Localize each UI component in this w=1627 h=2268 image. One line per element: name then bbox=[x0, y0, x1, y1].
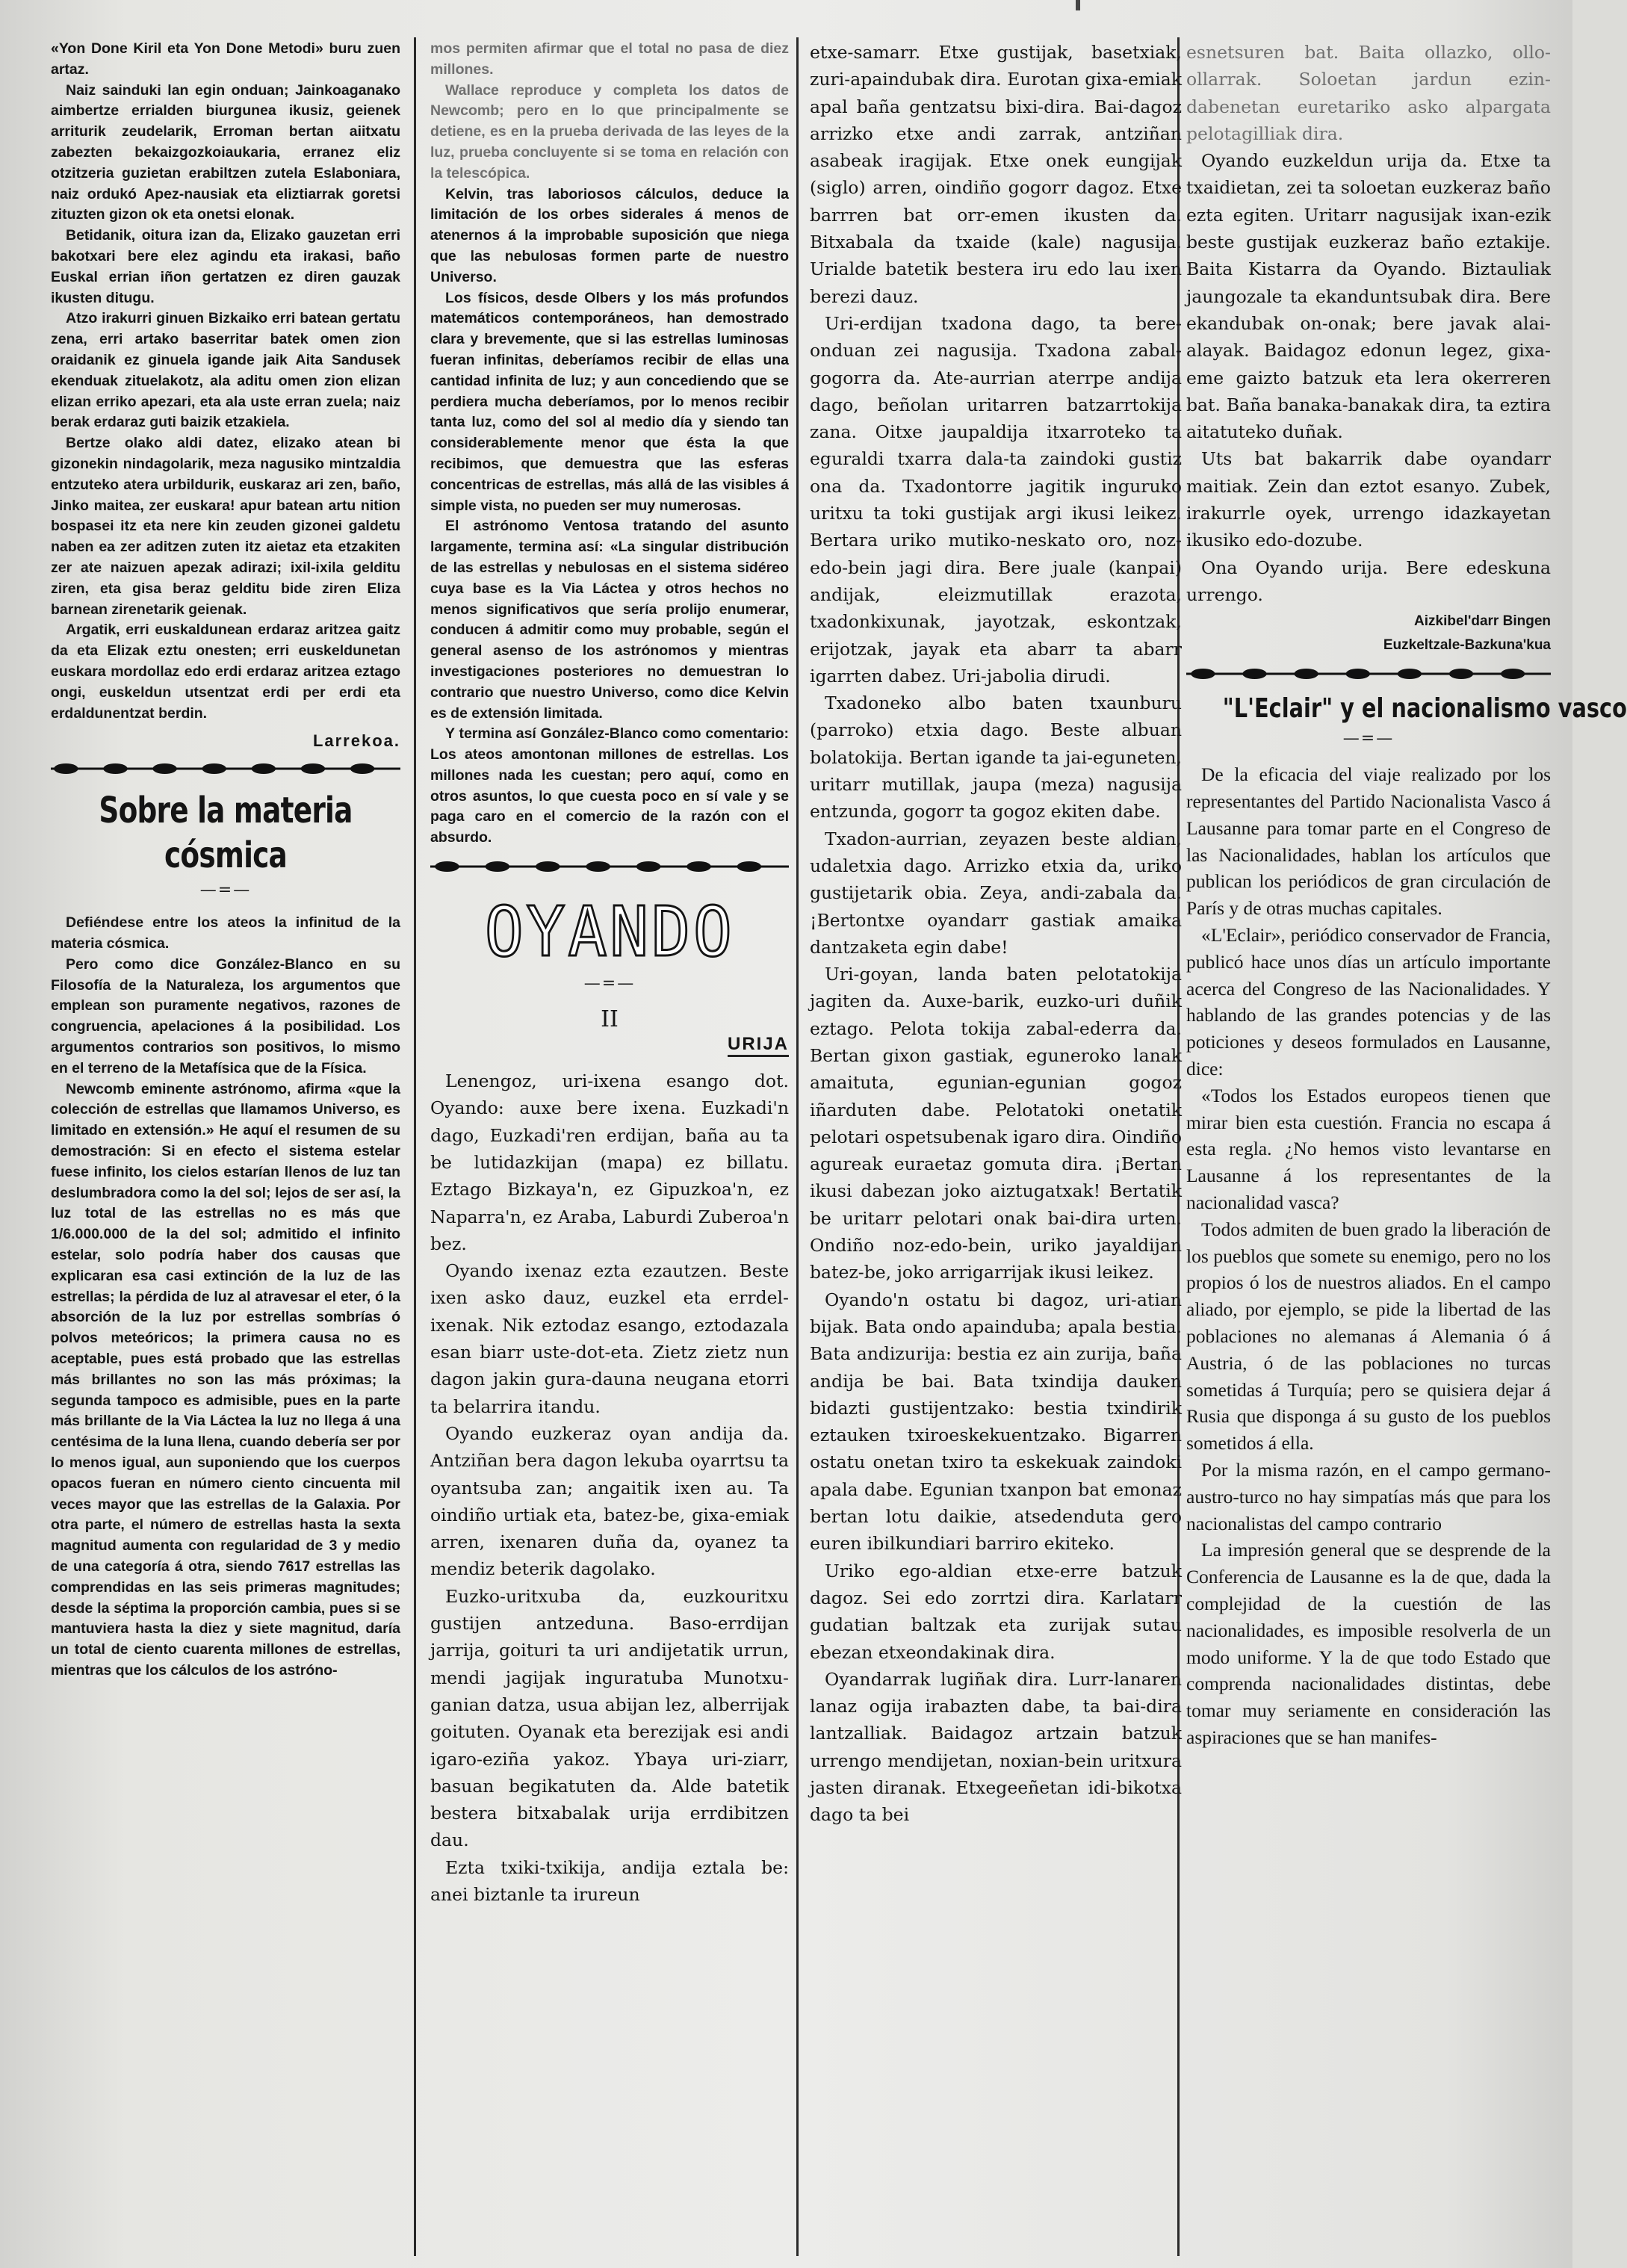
spanish-article-body bbox=[51, 913, 400, 1681]
article-signature: Larrekoa. bbox=[312, 731, 400, 751]
oyando-title bbox=[430, 892, 789, 973]
paragraph: Oyando euzkeraz oyan andija da. Antziñan bera dagon lekuba oyarrtsu ta oyantsuba zan; angaitik ixen au. Ta oindiño urtiak eta, batez-be, gixa-emiak arren, ixenaren duña da, oyanez ta mendiz beterik dagolako. bbox=[430, 1422, 789, 1580]
paragraph: Betidanik, oitura izan da, Elizako gauzetan erri bakotxari bere elez agindu eta irakasi, baño Euskal errian iñon gertatzen ez diren gauzak ikusten ditugu. bbox=[51, 227, 400, 306]
eclair-article-body bbox=[1186, 761, 1551, 1750]
paragraph: Todos admiten de buen grado la liberación de los pueblos que somete su enemigo, pero no los propios ó los de nuestros aliados. En el campo aliado, por ejemplo, se pide la libertad de las poblaciones no alemanas á Alemania ó á Austria, ó de las poblaciones no turcas sometidas á Turquía; pero se quisiera dejar á Rusia que disponga á su gusto de los pueblos sometidos á ella. bbox=[1186, 1218, 1551, 1454]
paragraph: Y termina así González-Blanco como comentario: Los ateos amontonan millones de estrellas. Los millones nada les cuestan; pero aquí, como en otros asuntos, lo que cuesta poco en sí vale y se paga caro en el comercio de la razón con el absurdo. bbox=[430, 725, 789, 846]
paragraph: Pero como dice González-Blanco en su Filosofía de la Naturaleza, los argumentos que emplean son puramente negativos, razones de congruencia, apelaciones á la posibilidad. Los argumentos contrarios son positivos, lo mismo en el terreno de la Metafísica que de la Física. bbox=[51, 955, 400, 1076]
column-1 bbox=[46, 39, 405, 2250]
ornamental-divider bbox=[51, 760, 400, 778]
column-4 bbox=[1182, 39, 1627, 2250]
paragraph: Los físicos, desde Olbers y los más profundos matemáticos contemporáneos, han demostrado clara y brevemente, que si las estrellas luminosas fueran infinitas, deberíamos recibir de ellas una cantidad infinita de luz; y aun concediendo que se perdiera mucha deberíamos, por lo menos recibir tanta luz, como del sol al medio día y siendo tan considerablemente menor que ésta la que recibimos, que demuestra que las esferas concentricas de estrellas, más allá de las visibles á simple vista, no pueden ser muy numerosas. bbox=[430, 289, 789, 514]
paragraph: Ona Oyando urija. Bere edeskuna urrengo. bbox=[1186, 557, 1551, 605]
paragraph: Naiz sainduki lan egin onduan; Jainkoaganako aimbertze errialden biurgunea ikusiz, geienek arriturik zeudelarik, Erroman bertan aiitxatu zabezten bekaizgozkoiaukaria, erranez eliz otzitzeria guzietan erabiltzen zutela Eslaboniara, naiz ordukó Apez-nausiak eta eliztiarrak goretsi zituzten gizon ok eta onetsi elonak. bbox=[51, 81, 400, 223]
article-signature-affiliation: Euzkeltzale-Bazkuna'kua bbox=[1383, 637, 1551, 654]
title-separator: —=— bbox=[583, 974, 636, 994]
paragraph: esnetsuren bat. Baita ollazko, ollo-ollarrak. Soloetan jardun ezin-dabenetan euretariko asko alpargata pelotagilliak dira. bbox=[1186, 42, 1551, 144]
paragraph: Ezta txiki-txikija, andija eztala be: anei biztanle ta irureun bbox=[430, 1856, 789, 1905]
paragraph: Defiéndese entre los ateos la infinitud de la materia cósmica. bbox=[51, 914, 400, 952]
paragraph: «Todos los Estados europeos tienen que mirar bien esta cuestión. Francia no escapa á esta regla. ¿No hemos visto levantarse en Lausanne á los representantes de la nacionalidad vasca? bbox=[1186, 1084, 1551, 1213]
column-rule bbox=[796, 37, 799, 2256]
oyando-title-text: OYANDO bbox=[484, 892, 735, 973]
paragraph: Euzko-uritxuba da, euzkouritxu gustijen antzeduna. Baso-errdijan jarrija, goituri ta uri andijetatik urrun, mendi jagijak inguratuba Munotxu-ganian datza, usua abijan lez, alberrijak goituten. Oyanak eta berezijak esi andi igaro-eziña yakoz. Ybaya uri-ziarr, basuan begikatuten da. Alde batetik bestera bitxabalak urija errdibitzen dau. bbox=[430, 1585, 789, 1851]
paragraph: etxe-samarr. Etxe gustijak, basetxiak, zuri-apaindubak dira. Eurotan gixa-emiak apal baña gentzatsu bixi-dira. Bai-dagoz arrizko etxe andi zarrak, antziñan asabeak iragijak. Etxe onek eungijak (siglo) arren, oindiño gogorr dagoz. Etxe barrren bat orr-emen ikusten da. Bitxabala da txaide (kale) nagusija. Urialde batetik bestera iru edo lau ixen berezi dauz. bbox=[810, 42, 1182, 307]
article-signature: Aizkibel'darr Bingen bbox=[1414, 613, 1551, 630]
paragraph: Lenengoz, uri-ixena esango dot. Oyando: auxe bere ixena. Euzkadi'n dago, Euzkadi'ren erdijan, baña au ta be lutidazkijan (mapa) ez billatu. Eztago Bizkaya'n, ez Gipuzkoa'n, ez Naparra'n, ez Araba, Laburdi Zuberoa'n bez. bbox=[430, 1071, 789, 1254]
title-separator: —=— bbox=[199, 881, 252, 900]
paragraph: Argatik, erri euskaldunean erdaraz aritzea gaitz da eta Elizak eztu onesten; erri euskeldunetan euskara mordollaz edo erdi erdaraz aritzea eztago ongi, euskeldun utsentzat erdi per erdi eta erdaldunentzat berdin. bbox=[51, 622, 400, 722]
paragraph: Txadoneko albo baten txaunburu (parroko) etxia dago. Beste albuan bolatokija. Bertan igande ta jai-eguneten, uritarr mutillak, jaupa (meza) nagusija entzunda, gogorr ta gogoz ekiten dabe. bbox=[810, 693, 1182, 822]
paragraph: Oyando'n ostatu bi dagoz, uri-atian bijak. Bata ondo apainduba; apala bestia. Bata andizurija: bestia ez ain zurija, baña andija be bai. Bata txindija dauken bidazti gustijentzako: bestia txindirik eztauken txiroeskekuentzako. Bigarren ostatu onetan txiro ta eskekuak zaindoki apala dabe. Egunian txanpon bat emonaz bertan lotu daikie, atsedenduta gero euren ibilkundiari barriro ekiteko. bbox=[810, 1289, 1182, 1555]
spanish-article-continued bbox=[430, 39, 789, 849]
paragraph: Oyando ixenaz ezta ezautzen. Beste ixen asko dauz, euzkel eta errdel-ixenak. Nik eztodaz esango, eztodazala esan biarr uste-dot-eta. Zietz zietz nun dagon jakin gura-dauna neugana etorri ta belarrira itandu. bbox=[430, 1260, 789, 1417]
paragraph: Uts bat bakarrik dabe oyandarr maitiak. Zein dan eztot esanyo. Zubek, irakurrle oyek, urrengo idazkayetan ikusiko edo-dozube. bbox=[1186, 448, 1551, 551]
paragraph: La impresión general que se desprende de la Conferencia de Lausanne es la de que, dada la complejidad de la cuestión de las nacionalidades, es imposible resolverla de un modo uniforme. Y la de que todo Estado que comprenda nacionalidades distintas, debe tomar muy seriamente en consideración las aspiraciones que se han manifes- bbox=[1186, 1539, 1551, 1748]
paragraph: El astrónomo Ventosa tratando del asunto largamente, termina así: «La singular distribución de las estrellas y nebulosas en el sistema sidéreo cuya base es la Via Láctea y otros hechos no menos significativos que sería prolijo enumerar, conducen á admitir como muy probable, según el general asenso de los astrónomos y mientras investigaciones posteriores no demuestran lo contrario que nuestro Universo, como dice Kelvin es de extensión limitada. bbox=[430, 518, 789, 722]
oyando-article-body bbox=[430, 1068, 789, 1908]
paragraph: Atzo irakurri ginuen Bizkaiko erri batean gertatu zena, erri artako baserritar batek omen zion oraidanik ez ginuela igande jaik Aita Sandusek ekenduak zituelakotz, ala aditu omen zion elizan elizan erriko apezari, eta ala uste erran zuela; naiz berak erdaraz guti baizik etzakiela. bbox=[51, 310, 400, 431]
paragraph: mos permiten afirmar que el total no pasa de diez millones. bbox=[430, 40, 789, 78]
paragraph: De la eficacia del viaje realizado por los representantes del Partido Nacionalista Vasco á Lausanne para tomar parte en el Congreso de las Nacionalidades, hablan los artículos que publican los periódicos de gran circulación de París y de otras muchas capitales. bbox=[1186, 763, 1551, 920]
paragraph: Por la misma razón, en el campo germano-austro-turco no hay simpatías más que para los nacionalistas del campo contrario bbox=[1186, 1458, 1551, 1534]
part-number: II bbox=[601, 1006, 619, 1033]
oyando-article-end bbox=[1186, 39, 1551, 608]
paragraph: Bertze olako aldi datez, elizako atean bi gizonekin nindagolarik, meza nagusiko mintzaldia entzuteko atera urbildurik, euskaraz ari zen, baño, Jinko maitea, zer euskara! apur batean artu nition bospasei itz eta nere kin zeuden gizonei galdetu naben ea zer aditzen zuten itz aietaz eta etzakiten zer ate naizuen apezak adirazi; ixil-ixila gelditu ziren, eta gisa beraz gelditu bide ziren Eliza barnean zirenetarik geienak. bbox=[51, 435, 400, 618]
column-3 bbox=[805, 39, 1186, 2250]
oyando-article-continued bbox=[810, 39, 1182, 1829]
paragraph: Txadon-aurrian, zeyazen beste aldian, udaletxia dago. Arrizko etxia da, uriko gustijetarik obia. Zeya, andi-zabala da. ¡Bertontxe oyandarr gastiak amaika dantzaketa egin dabe! bbox=[810, 828, 1182, 958]
paragraph: Uri-goyan, landa baten pelotatokija jagiten da. Auxe-barik, euzko-uri duñik eztago. Pelota tokija zabal-ederra da. Bertan gixon gastiak, eguneroko lanak amaituta, egunian-egunian gogoz iñarduten dabe. Pelotatoki onetatik pelotari ospetsubenak igaro dira. Oindiño agureak euraetaz gomuta dira. ¡Bertan ikusi dabezan joko aiztugatxak! Bertatik be uritarr pelotari onak bai-dira urten. Ondiño noz-edo-bein, uriko jayaldijan batez-be, joko arrigarrijak ikusi leikez. bbox=[810, 964, 1182, 1283]
basque-article-body bbox=[51, 39, 400, 724]
column-rule bbox=[414, 37, 416, 2256]
section-subtitle: URIJA bbox=[728, 1034, 789, 1057]
paragraph: Kelvin, tras laboriosos cálculos, deduce la limitación de los orbes siderales á menos de atenernos á la improbable suposición que niega que las nebulosas formen parte de nuestro Universo. bbox=[430, 185, 789, 285]
ornamental-divider bbox=[430, 858, 789, 876]
paragraph: Uri-erdijan txadona dago, ta bere-onduan zei nagusija. Txadona zabal-gogorra da. Ate-aurrian aterrpe andija dago, beñolan uritarren batzarrtokija zana. Oitxe jaupaldija itxarroteko ta eguraldi txarra dala-ta zaindoki gustiz ona da. Txadontorre jagitik inguruko uritxu ta toki gustijak argi ikusi leikez. Bertara uriko mutiko-neskato oro, noz-edo-bein jagi dira. Bere juale (kanpai) andijak, eleizmutillak erazota, txadonkixunak, jayotzak, eskontzak, erijotzak, jayak eta abarr ta abarr igarrten dabez. Uri-jabolia dirudi. bbox=[810, 312, 1182, 687]
paragraph: «L'Eclair», periódico conservador de Francia, publicó hace unos días un artículo importante acerca del Congreso de las Nacionalidades. Y hablando de las grandes potencias y de las poticiones y deseos formulados en Lausanne, dice: bbox=[1186, 924, 1551, 1079]
paragraph: Uriko ego-aldian etxe-erre batzuk dagoz. Sei edo zorrtzi dira. Karlatarr gudatian baltzak eta zurijak sutau ebezan etxeondakinak dira. bbox=[810, 1560, 1182, 1663]
paragraph: «Yon Done Kiril eta Yon Done Metodi» buru zuen artaz. bbox=[51, 40, 400, 78]
page-edge-mark bbox=[1076, 0, 1080, 10]
ornamental-divider bbox=[1186, 665, 1551, 683]
paragraph: Newcomb eminente astrónomo, afirma «que la colección de estrellas que llamamos Universo, es limitado en extensión.» He aquí el resumen de su demostración: Si en efecto el sistema estelar fuese infinito, los cielos estarían llenos de luz tan deslumbradora como la del sol; lejos de ser así, la luz total de las estrellas no es más que 1/6.000.000 de la del sol; admitido el infinito estelar, solo podría haber dos causas que explicaran esa casi extinción de la luz de las estrellas; la pérdida de luz al atravesar el eter, ó la absorción de la luz por estrellas sombrías ó polvos meteóricos; la primera causa no es aceptable, pues está probado que las estrellas más brillantes no son las más próximas; la segunda tampoco es admisible, pues en la parte más brillante de la Via Láctea la luz no llega á una centésima de la luna llena, cuando debería ser por lo menos igual, aun suponiendo que los cuerpos opacos fueran en número ciento cincuenta mil veces mayor que las estrellas de la Galaxia. Por otra parte, el número de estrellas hasta la sexta magnitud aumenta con regularidad de 3 y medio de una categoría á otra, siendo 7617 estrellas las comprendidas en las seis primeras magnitudes; desde la séptima la proporción cambia, pues si se mantuviera hasta la diez y siete magnitud, daría un total de ciento cuarenta millones de estrellas, mientras que los cálculos de los astróno- bbox=[51, 1080, 400, 1679]
paragraph: Oyando euzkeldun urija da. Etxe ta txaidietan, zei ta soloetan euzkeraz baño ezta egiten. Uritarr nagusijak ixan-ezik beste gustijak euzkeraz baño eztakije. Baita Kistarra da Oyando. Biztauliak jaungozale ta ekanduntsubak dira. Bere ekandubak on-onak; bere javak alai-alayak. Baidagoz edonun legez, gixa-eme gaizto batzuk eta lera okerreren bat. Baña banaka-banakak dira, ta eztira aitatuteko duñak. bbox=[1186, 150, 1551, 443]
column-2 bbox=[426, 39, 793, 2250]
section-title: Sobre la materia cósmica bbox=[99, 790, 353, 877]
section-title: "L'Eclair" y el nacionalismo vasco bbox=[1222, 693, 1627, 725]
paragraph: Wallace reproduce y completa los datos de Newcomb; pero en lo que principalmente se detiene, es en la prueba derivada de las leyes de la luz, prueba concluyente si se toma en relación con la telescópica. bbox=[430, 81, 789, 182]
title-separator: —=— bbox=[1342, 729, 1395, 749]
paragraph: Oyandarrak lugiñak dira. Lurr-lanaren lanaz ogija irabazten dabe, ta bai-dira lantzalliak. Baidagoz artzain batzuk urrengo mendijetan, noxian-bein uritxura jasten diranak. Etxegeeñetan idi-bikotxa dago ta bei bbox=[810, 1668, 1182, 1826]
